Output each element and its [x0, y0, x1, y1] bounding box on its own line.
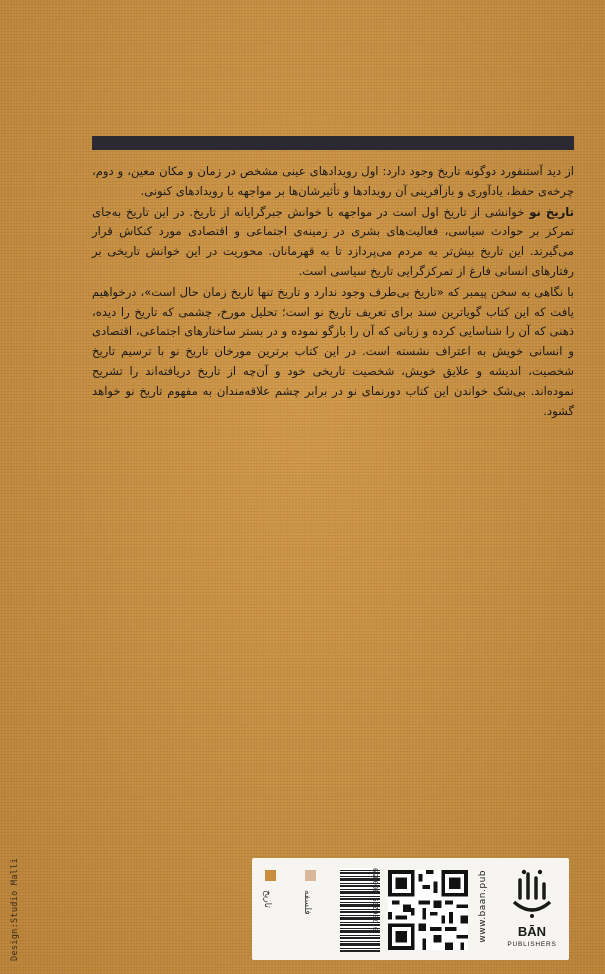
category-swatch [265, 870, 276, 881]
publisher-logo [502, 868, 562, 956]
back-cover-blurb [92, 162, 574, 422]
publisher-name: BĀN [517, 924, 547, 939]
qr-code [388, 870, 468, 950]
blurb-paragraph-2-text: خوانشی از تاریخ اول است در مواجهه با خوانش جبرگرایانه از تاریخ. در این تاریخ به‌جای تمرکز بر حوادث سیاسی، فعالیت‌های بشری در زمینه‌ی اجتماعی و اقتصادی مورد کنکاش قرار می‌گیرند. این تاریخ بیش‌تر به مردم می‌پردازد تا به قهرمانان. محوریت در این خوانش تاریخی بر رفتارهای انسانی فارغ از تمرکزگرایی تاریخ سیاسی است. [92, 204, 574, 278]
isbn-number: 9 786229 900859 [372, 868, 380, 932]
publisher-subtitle: PUBLISHERS [507, 941, 557, 948]
label-box [252, 858, 569, 960]
blurb-paragraph-1: از دید آستنفورد دوگونه تاریخ وجود دارد: اول رویدادهای عینی مشخص در زمان و مکان معین، و دوم، چرخه‌ی حفظ، یادآوری و بازآفرینی آن رویدادها و تأثیرشان‌ها بر مواجهه با رویدادهای کنونی. [92, 164, 574, 198]
category-swatch [305, 870, 316, 881]
blurb-lead-term: تاریخ نو [529, 204, 574, 219]
publisher-logo-icon [508, 868, 556, 922]
top-bar [92, 136, 574, 150]
category-label: فلسفه [302, 890, 312, 915]
designer-credit: Design:Studio Malli [10, 858, 20, 961]
category-philosophy [298, 864, 324, 954]
category-label: تاریخ [262, 890, 272, 908]
blurb-paragraph-2 [92, 203, 574, 282]
publisher-website: www.baan.pub [478, 870, 488, 943]
blurb-paragraph-3: با نگاهی به سخن پیمبر که «تاریخ بی‌طرف وجود ندارد و تاریخ تنها تاریخ زمان حال است»، درخواهیم یافت که این کتاب گویاترین سند برای تعریف تاریخ نو است؛ تحلیل مورخ، چشمی که تاریخ را دیده، ذهنی که آن را شناسایی کرده و زبانی که آن را بازگو نموده و در بستر ساختارهای اجتماعی، اقتصادی و انسانی خویش به اعتراف نشسته است. در این کتاب برترین مورخان تاریخ نو با ترسیم تاریخ شخصیت، اندیشه و علایق خویش، شخصیت تاریخی خود و آن‌چه از تاریخ دریافته‌اند را تشریح نموده‌اند. بی‌شک خواندن این کتاب دورنمای نو در برابر چشم علاقه‌مندان به مفهوم تاریخ نو خواهد گشود. [92, 284, 574, 418]
category-history [258, 864, 284, 954]
